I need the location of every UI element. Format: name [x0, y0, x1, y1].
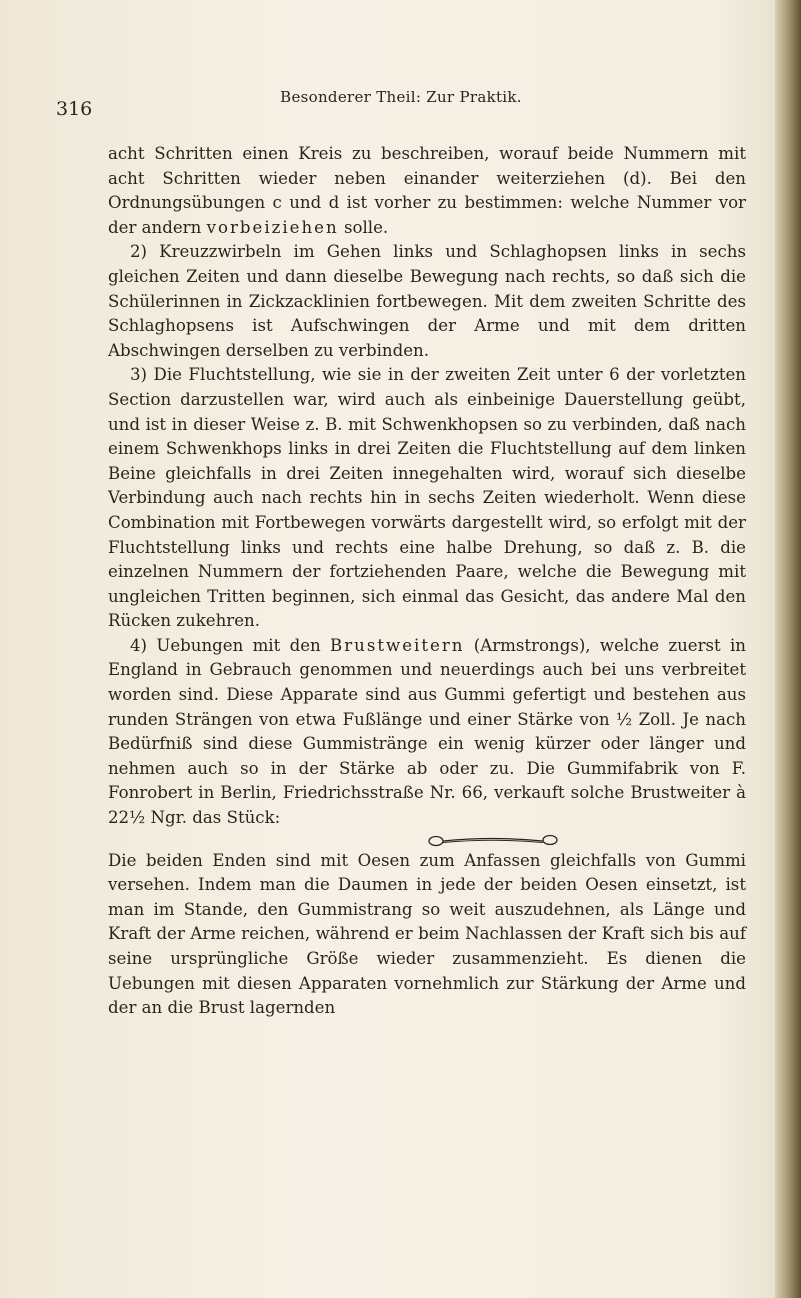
emphasized-term: vorbeiziehen [206, 217, 339, 237]
paragraph-p4 [108, 634, 746, 1021]
text-run: acht Schritten einen Kreis zu beschreiben, worauf beide Nummern mit acht Schritten wieder neben einander weiterziehen (d). Bei den Ordnungsübungen c und d ist vorher zu bestimmen: welche Nummer vor der andern [108, 144, 746, 237]
brustweiter-illustration-icon [428, 833, 558, 847]
emphasized-term: Brustweitern [330, 635, 465, 655]
paragraph-p2 [108, 240, 746, 363]
text-run: solle. [338, 217, 389, 237]
paragraph-p1 [108, 142, 746, 240]
text-run: 2) Kreuzzwirbeln im Gehen links und Schlaghopsen links in sechs gleichen Zeiten und dann dieselbe Bewegung nach rechts, so daß sich die Schülerinnen in Zickzacklinien fortbewegen. Mit dem zweiten Schritte des Schlaghopsens ist Aufschwingen der Arme und mit dem dritten Abschwingen derselben zu verbinden. [108, 242, 746, 360]
running-title: Besonderer Theil: Zur Praktik. [280, 88, 522, 106]
paragraph-p3 [108, 363, 746, 634]
body-text [108, 142, 746, 1021]
page-edge [775, 0, 801, 1298]
text-run: (Armstrongs), welche zuerst in England in Gebrauch genommen und neuerdings auch bei uns verbreitet worden sind. Diese Apparate sind aus Gummi gefertigt und bestehen aus runden Strängen von etwa Fußlänge und einer Stärke von ½ Zoll. Je nach Bedürfniß sind diese Gummistränge ein wenig kürzer oder länger und nehmen auch so in der Stärke ab oder zu. Die Gummifabrik von F. Fonrobert in Berlin, Friedrichsstraße Nr. 66, verkauft solche Brustweiter à 22½ Ngr. das Stück: [108, 635, 746, 828]
text-run: 3) Die Fluchtstellung, wie sie in der zweiten Zeit unter 6 der vorletzten Section darzustellen war, wird auch als einbeinige Dauerstellung geübt, und ist in dieser Weise z. B. mit Schwenkhopsen so zu verbinden, daß nach einem Schwenkhops links in drei Zeiten die Fluchtstellung auf dem linken Beine gleichfalls in drei Zeiten innegehalten wird, worauf sich dieselbe Verbindung auch nach rechts hin in sechs Zeiten wiederholt. Wenn diese Combination mit Fortbewegen vorwärts dargestellt wird, so erfolgt mit der Fluchtstellung links und rechts eine halbe Drehung, so daß z. B. die einzelnen Nummern der fortziehenden Paare, welche die Bewegung mit ungleichen Tritten beginnen, sich einmal das Gesicht, das andere Mal den Rücken zukehren. [108, 365, 746, 631]
text-run: 4) Uebungen mit den [130, 635, 331, 655]
page-number: 316 [56, 98, 93, 120]
text-run: Die beiden Enden sind mit Oesen zum Anfassen gleichfalls von Gummi versehen. Indem man die Daumen in jede der beiden Oesen einsetzt, ist man im Stande, den Gummistrang so weit auszudehnen, als Länge und Kraft der Arme reichen, während er beim Nachlassen der Kraft sich bis auf seine ursprüngliche Größe wieder zusammenzieht. Es dienen die Uebungen mit diesen Apparaten vornehmlich zur Stärkung der Arme und der an die Brust lagernden [108, 850, 746, 1018]
page-header [56, 88, 746, 122]
